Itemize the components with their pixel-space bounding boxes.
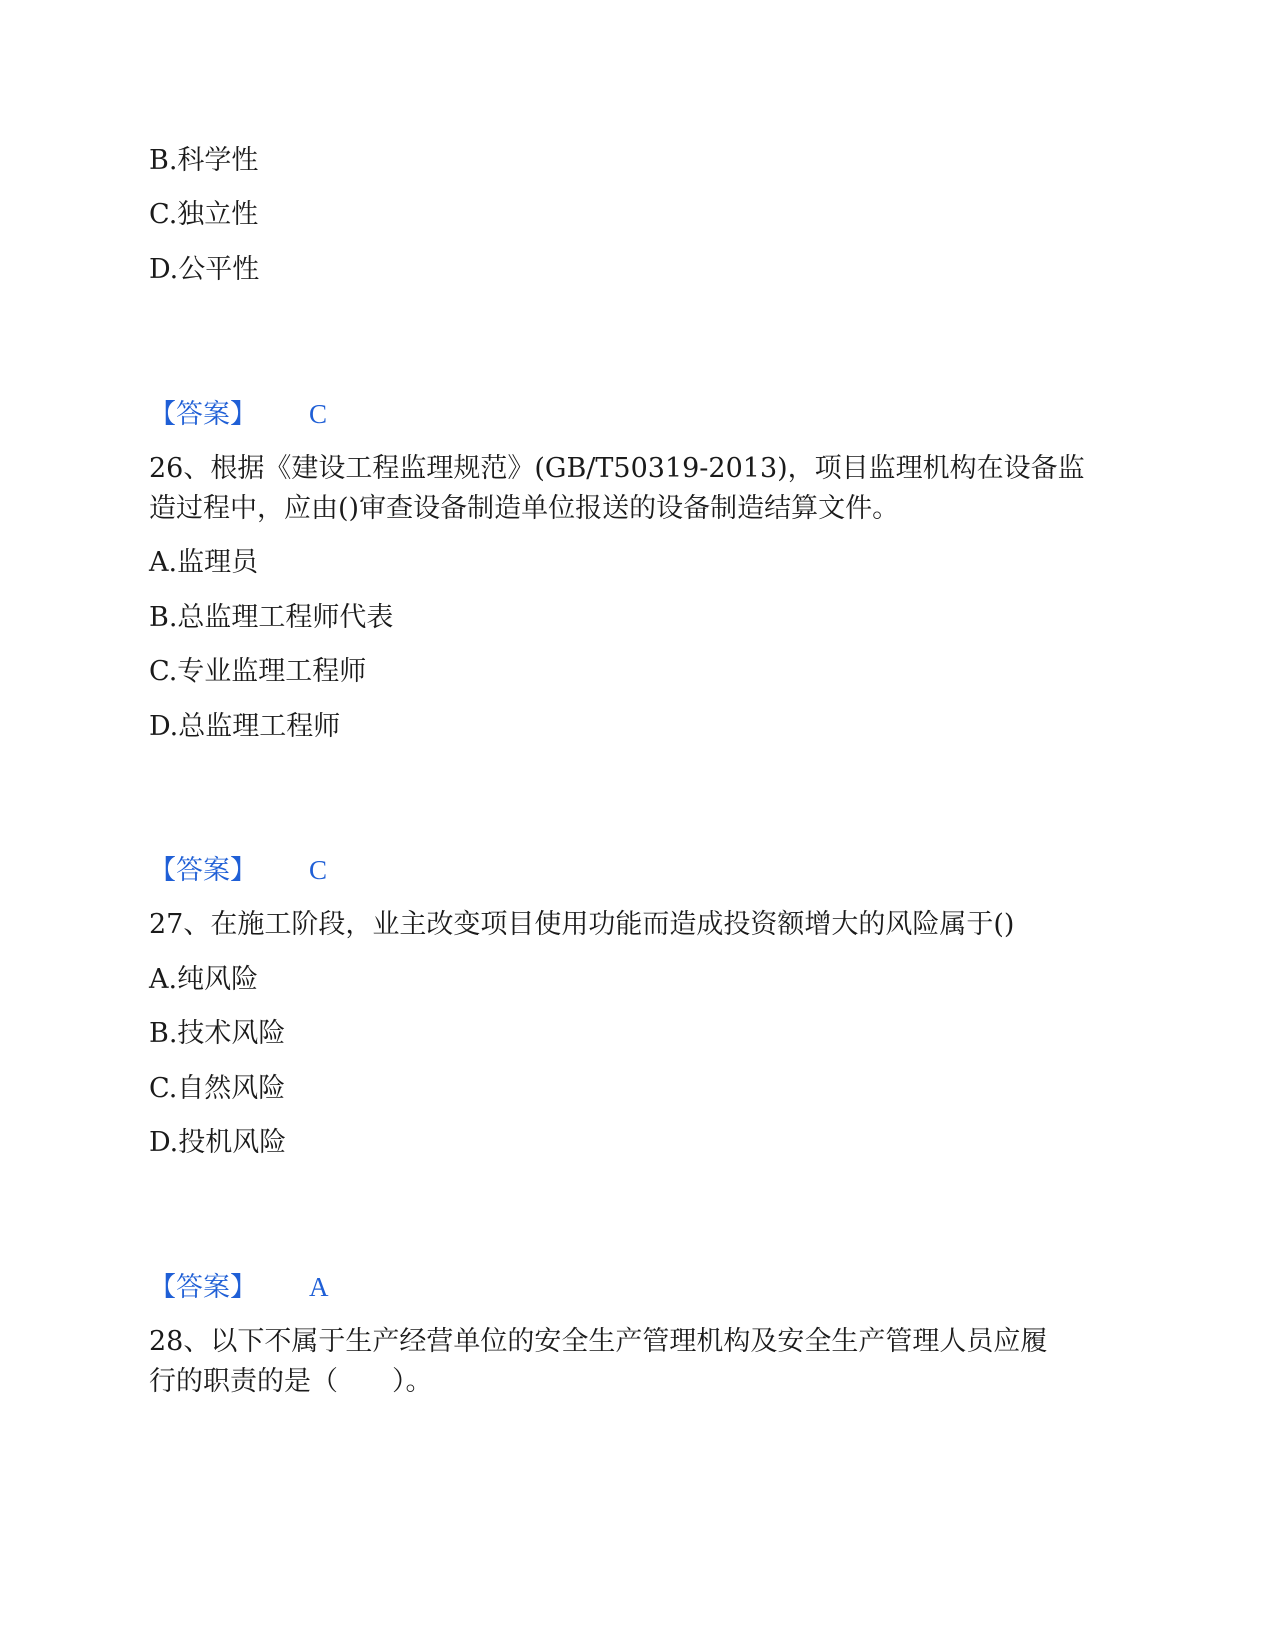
q27-option-b: B.技术风险 (149, 1018, 286, 1049)
q26-option-d: D.总监理工程师 (149, 711, 341, 742)
q27-option-c: C.自然风险 (149, 1073, 286, 1104)
answer-value: A (309, 1272, 329, 1302)
q27-option-d: D.投机风险 (149, 1127, 287, 1158)
answer-label: 【答案】 (149, 1272, 257, 1303)
q25-option-c: C.独立性 (149, 199, 259, 230)
q26-option-b: B.总监理工程师代表 (149, 602, 394, 633)
answer-value: C (309, 399, 328, 429)
q25-option-d: D.公平性 (149, 254, 260, 285)
answer-label: 【答案】 (149, 399, 257, 430)
q27-answer (149, 1269, 329, 1306)
answer-value: C (309, 855, 328, 885)
q25-answer (149, 396, 327, 433)
q28-stem-line1: 28、以下不属于生产经营单位的安全生产管理机构及安全生产管理人员应履 (149, 1326, 1048, 1357)
q26-stem-line1: 26、根据《建设工程监理规范》(GB/T50319-2013)，项目监理机构在设备监 (149, 453, 1085, 484)
q28-stem-line2: 行的职责的是（ ）。 (149, 1366, 433, 1397)
q26-stem-line2: 造过程中，应由()审查设备制造单位报送的设备制造结算文件。 (149, 493, 900, 524)
q27-stem: 27、在施工阶段，业主改变项目使用功能而造成投资额增大的风险属于() (149, 909, 1015, 940)
answer-label: 【答案】 (149, 855, 257, 886)
q27-option-a: A.纯风险 (149, 964, 259, 995)
q26-option-c: C.专业监理工程师 (149, 656, 367, 687)
q25-option-b: B.科学性 (149, 145, 259, 176)
q26-answer (149, 852, 327, 889)
q26-option-a: A.监理员 (149, 547, 259, 578)
